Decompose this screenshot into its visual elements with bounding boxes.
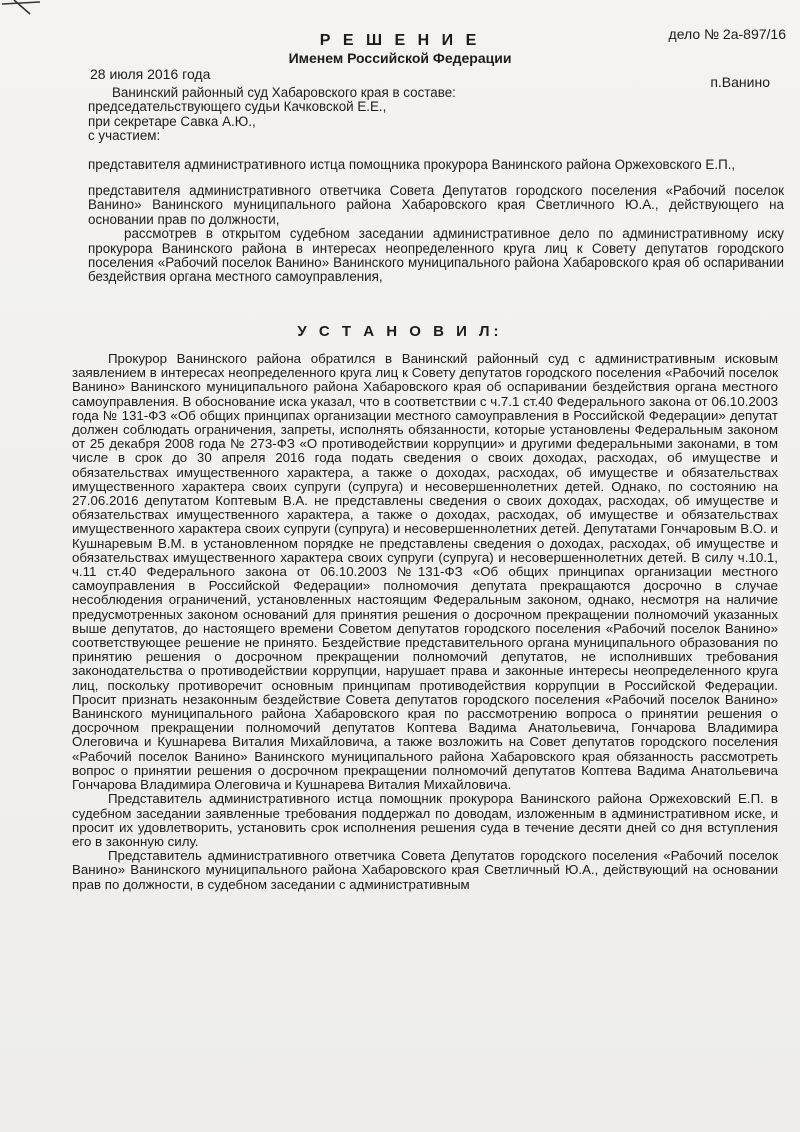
secretary-line: при секретаре Савка А.Ю., [88,113,256,129]
body-paragraph: Представитель административного ответчика Совета Депутатов городского поселения «Рабочий поселок Ванино» Ванинского муниципального района Хабаровского края Светличный Ю.А., действующий на основании прав по должности, в судебном заседании с административным [72,848,778,892]
participation-line: с участием: [88,128,161,144]
section-title: У С Т А Н О В И Л: [297,323,503,340]
court-composition: Ванинский районный суд Хабаровского края в составе: [112,85,456,100]
body-block [72,352,778,892]
considering-paragraph: рассмотрев в открытом судебном заседании административное дело по административному иску прокурора Ванинского района в интересах неопределенного круга лиц к Совету депутатов городского поселения «Рабочий поселок Ванино» Ванинского муниципального района Хабаровского края об оспаривании бездействия органа местного самоуправления, [88,226,784,285]
document-title: Р Е Ш Е Н И Е [319,32,481,49]
plaintiff-representative: представителя административного истца помощника прокурора Ванинского района Оржеховского Е.П., [88,156,736,172]
body-paragraph: Прокурор Ванинского района обратился в Ванинский районный суд с административным исковым заявлением в интересах неопределенного круга лиц к Совету депутатов городского поселения «Рабочий поселок Ванино» Ванинского муниципального района Хабаровского края об оспаривании бездействия органа местного самоуправления. В обоснование иска указал, что в соответствии с ч.7.1 ст.40 Федерального закона от 06.10.2003 года № 131-ФЗ «Об общих принципах организации местного самоуправления в Российской Федерации» депутат должен соблюдать ограничения, запреты, исполнять обязанности, которые установлены Федеральным законом от 25 декабря 2008 года № 273-ФЗ «О противодействии коррупции» и другими федеральными законами, в том числе в срок до 30 апреля 2016 года подать сведения о своих доходах, расходах, об имуществе и обязательствах имущественного характера, а также о доходах, расходах, об имуществе и обязательствах имущественного характера своих супруги (супруга) и несовершеннолетних детей. Однако, по состоянию на 27.06.2016 депутатом Коптевым В.А. не представлены сведения о своих доходах, расходах, об имуществе и обязательствах имущественного характера, а также о доходах, расходах, об имуществе и обязательствах имущественного характера своих супруги (супруга) и несовершеннолетних детей. Депутатами Гончаровым В.О. и Кушнаревым В.М. в установленном порядке не представлены сведения о доходах, расходах, об имуществе и обязательствах имущественного характера своих супруги (супруга) и несовершеннолетних детей. В силу ч.10.1, ч.11 ст.40 Федерального закона от 06.10.2003 №131-ФЗ «Об общих принципах организации местного самоуправления в Российской Федерации» полномочия депутата прекращаются досрочно в случае несоблюдения ограничений, установленных настоящим Федеральным законом, однако, несмотря на наличие предусмотренных законом оснований для принятия решения о досрочном прекращении полномочий указанных выше депутатов, до настоящего времени Советом депутатов городского поселения «Рабочий поселок Ванино» соответствующее решение не принято. Бездействие представительного органа муниципального образования по принятию решения о досрочном прекращении полномочий депутатов, не исполнивших требования законодательства о противодействии коррупции, нарушает права и законные интересы неопределенного круга лиц, поскольку противоречит основным принципам противодействия коррупции в Российской Федерации. Просит признать незаконным бездействие Совета депутатов городского поселения «Рабочий поселок Ванино» Ванинского муниципального района Хабаровского края по рассмотрению вопроса о принятии решения о досрочном прекращении полномочий депутатов Коптева Вадима Анатольевича, Гончарова Владимира Олеговича и Кушнарева Виталия Михайловича, а также возложить на Совет депутатов городского поселения «Рабочий поселок Ванино» Ванинского муниципального района Хабаровского края обязанность рассмотреть вопрос о принятии решения о досрочном прекращении полномочий депутатов Коптева Вадима Анатольевича Гончарова Владимира Олеговича и Кушнарева Виталия Михайловича. [72,351,778,793]
decision-date: 28 июля 2016 года [90,66,211,82]
pen-mark [0,0,60,24]
intro-block [88,86,784,285]
body-paragraph: Представитель административного истца помощник прокурора Ванинского района Оржеховский Е.П. в судебном заседании заявленные требования поддержал по доводам, изложенным в административном иске, и просит их удовлетворить, установить срок исполнения решения суда в течение десяти дней со дня вступления его в законную силу. [72,791,778,849]
defendant-representative: представителя административного ответчика Совета Депутатов городского поселения «Рабочий поселок Ванино» Ванинского муниципального района Хабаровского края Светличного Ю.А., действующего на основании прав по должности, [88,183,784,227]
judge-line: председательствующего судьи Качковской Е.Е., [88,99,387,115]
decision-place: п.Ванино [710,74,770,90]
document-subtitle: Именем Российской Федерации [288,50,512,66]
case-number: дело № 2а-897/16 [668,26,786,42]
